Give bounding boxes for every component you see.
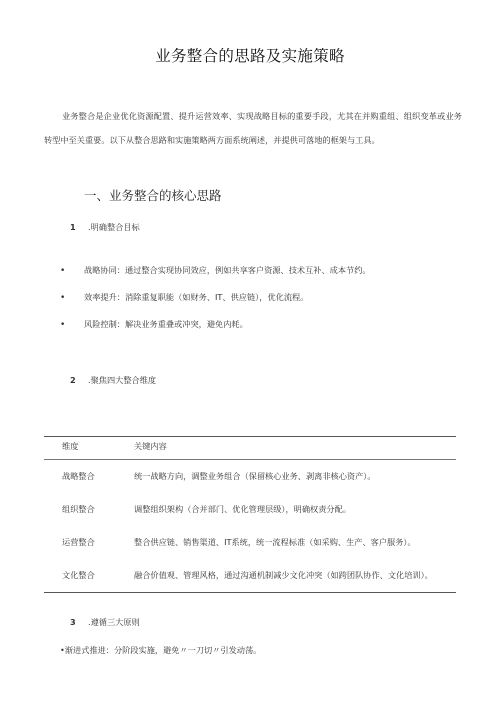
bullet-icon: • — [60, 266, 66, 276]
table-cell-content: 整合供应链、销售渠道、IT系统，统一流程标准（如采购、生产、客户服务）。 — [134, 537, 416, 547]
table-cell-dimension: 组织整合 — [62, 504, 95, 514]
subheading-three-principles — [70, 617, 140, 628]
subheading-four-dimensions — [70, 375, 156, 386]
list-item — [60, 291, 371, 318]
table-header-cell: 维度 — [62, 441, 79, 451]
table-cell-dimension: 战略整合 — [62, 471, 95, 481]
list-item-text: 风险控制：解决业务重叠或冲突，避免内耗。 — [84, 319, 248, 329]
table-cell-dimension: 文化整合 — [62, 570, 95, 580]
subheading-define-goals — [70, 222, 140, 233]
subheading-number: 3 — [70, 617, 76, 627]
subheading-number: 1 — [70, 222, 76, 232]
list-item-text: 效率提升：消除重复职能（如财务、IT、供应链），优化流程。 — [84, 292, 309, 302]
intro-paragraph: 业务整合是企业优化资源配置、提升运营效率、实现战略目标的重要手段，尤其在并购重组、组织变革或业务转型中至关重要。以下从整合思路和实施策略两方面系统阐述，并提供可落地的框架与工具。 — [44, 111, 462, 145]
table-cell-content: 融合价值观、管理风格，通过沟通机制减少文化冲突（如跨团队协作、文化培训）。 — [134, 570, 433, 580]
table-cell-dimension: 运营整合 — [62, 537, 95, 547]
document-title: 业务整合的思路及实施策略 — [155, 47, 345, 65]
bullet-icon: • — [60, 293, 66, 303]
list-item — [60, 318, 371, 345]
table-header-row — [44, 437, 456, 460]
bullet-icon: • — [60, 320, 66, 330]
section-heading-core-thinking: 一、业务整合的核心思路 — [84, 188, 222, 203]
subheading-label: .遵循三大原则 — [88, 617, 140, 627]
table-row — [44, 460, 456, 493]
dimensions-table — [44, 436, 456, 593]
table-row — [44, 493, 456, 526]
list-item-text: 战略协同：通过整合实现协同效应，例如共享客户资源、技术互补、成本节约。 — [84, 265, 371, 275]
table-row — [44, 526, 456, 559]
subheading-label: .明确整合目标 — [88, 222, 140, 232]
goals-bullet-list — [60, 264, 371, 345]
table-cell-content: 统一战略方向，调整业务组合（保留核心业务、剥离非核心资产）。 — [134, 471, 376, 481]
subheading-label: .聚焦四大整合维度 — [88, 375, 157, 385]
principle-item-gradual: •渐进式推进：分阶段实施，避免〃一刀切〃引发动荡。 — [60, 645, 262, 655]
table-cell-content: 调整组织架构（合并部门、优化管理层级），明确权责分配。 — [134, 504, 351, 514]
table-row — [44, 559, 456, 592]
subheading-number: 2 — [70, 375, 76, 385]
list-item — [60, 264, 371, 291]
table-header-cell: 关键内容 — [134, 441, 167, 451]
